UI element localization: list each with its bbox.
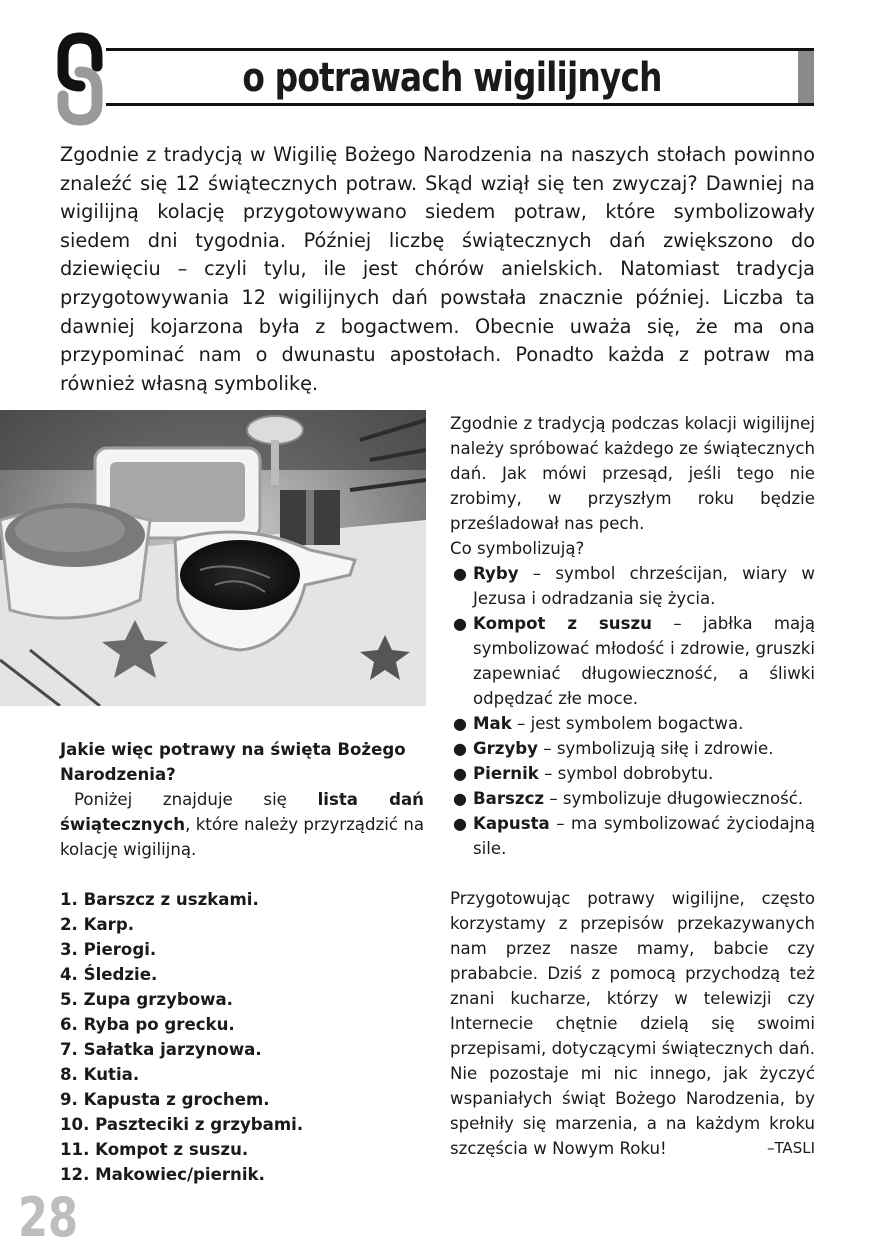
dish-item: 11. Kompot z suszu. <box>60 1140 249 1159</box>
dish-item: 10. Paszteciki z grzybami. <box>60 1115 304 1134</box>
symbols-question: Co symbolizują? <box>450 539 585 558</box>
symbol-item <box>450 561 815 611</box>
right-column <box>450 411 815 1161</box>
symbol-description: – symbolizują siłę i zdrowie. <box>537 739 774 758</box>
dishes-intro-bold: lista dań świątecznych <box>60 790 424 834</box>
dish-item: 2. Karp. <box>60 915 135 934</box>
symbol-item <box>450 736 815 761</box>
title-accent-bar <box>798 51 814 103</box>
symbol-description: – symbol chrześcijan, wiary w Jezusa i odradzania się życia. <box>473 564 815 608</box>
symbol-item <box>450 786 815 811</box>
dish-item: 4. Śledzie. <box>60 965 158 984</box>
bullet-icon: ● <box>453 789 467 808</box>
bullet-icon: ● <box>453 764 467 783</box>
symbol-item <box>450 711 815 736</box>
symbol-description: – symbolizuje długowieczność. <box>544 789 804 808</box>
dish-item: 9. Kapusta z grochem. <box>60 1090 270 1109</box>
dish-item: 6. Ryba po grecku. <box>60 1015 235 1034</box>
symbol-name: Barszcz <box>473 789 545 808</box>
left-column <box>60 737 424 1187</box>
author-signature: –TASLI <box>766 1139 815 1157</box>
symbol-name: Grzyby <box>473 739 538 758</box>
dish-item: 5. Zupa grzybowa. <box>60 990 233 1009</box>
dish-item: 8. Kutia. <box>60 1065 140 1084</box>
christmas-dishes-photo <box>0 410 426 706</box>
chain-link-icon <box>57 32 103 126</box>
dishes-intro-text-end: , które należy przyrządzić na kolację wigilijną. <box>60 815 424 859</box>
title-box <box>106 48 814 106</box>
page-number: 28 <box>18 1186 79 1249</box>
bullet-icon: ● <box>453 739 467 758</box>
symbol-name: Ryby <box>473 564 519 583</box>
dish-item: 7. Sałatka jarzynowa. <box>60 1040 262 1059</box>
symbol-name: Piernik <box>473 764 539 783</box>
dish-item: 3. Pierogi. <box>60 940 157 959</box>
symbol-name: Kapusta <box>473 814 550 833</box>
bullet-icon: ● <box>453 614 467 633</box>
dish-item: 12. Makowiec/piernik. <box>60 1165 265 1184</box>
symbols-list <box>450 561 815 861</box>
symbol-description: – symbol dobrobytu. <box>538 764 714 783</box>
tradition-paragraph: Zgodnie z tradycją podczas kolacji wigilijnej należy spróbować każdego ze świątecznych dań. Jak mówi przesąd, jeśli tego nie zrobimy, w przyszłym roku będzie prześladował nas pech. <box>450 414 815 533</box>
symbol-item <box>450 761 815 786</box>
dishes-intro-text: Poniżej znajduje się <box>74 790 318 809</box>
symbol-description: – ma symbolizować życiodajną sile. <box>473 814 815 858</box>
intro-paragraph: Zgodnie z tradycją w Wigilię Bożego Narodzenia na naszych stołach powinno znaleźć się 12 świątecznych potraw. Skąd wziął się ten zwyczaj? Dawniej na wigilijną kolację przygotowywano siedem potraw, które symbolizowały siedem dni tygodnia. Później liczbę świątecznych dań zwiększono do dziewięciu – czyli tylu, ile jest chórów anielskich. Natomiast tradycja przygotowywania 12 wigilijnych dań powstała znacznie później. Liczba ta dawniej kojarzona była z bogactwem. Obecnie uważa się, że ma ona przypominać nam o dwunastu apostołach. Ponadto każda z potraw ma również własną symbolikę. <box>60 143 815 395</box>
bullet-icon: ● <box>453 814 467 833</box>
bullet-icon: ● <box>453 714 467 733</box>
dishes-intro-paragraph <box>60 787 424 862</box>
dish-list <box>60 887 424 1187</box>
symbol-item <box>450 811 815 861</box>
page-title: o potrawach wigilijnych <box>242 55 662 101</box>
symbol-description: – jabłka mają symbolizować młodość i zdrowie, gruszki zapewniać długowieczność, a śliwki odpędzać złe moce. <box>473 614 816 708</box>
closing-text: Przygotowując potrawy wigilijne, często korzystamy z przepisów przekazywanych nam przez nasze mamy, babcie czy prababcie. Dziś z pomocą przychodzą też znani kucharze, którzy w telewizji czy Internecie chętnie dzielą się swoimi przepisami, dotyczącymi świątecznych dań. Nie pozostaje mi nic innego, jak życzyć wspaniałych świąt Bożego Narodzenia, by spełniły się marzenia, a na każdym kroku szczęścia w Nowym Roku! <box>450 889 815 1158</box>
bullet-icon: ● <box>453 564 467 583</box>
closing-paragraph <box>450 886 815 1161</box>
symbol-item <box>450 611 815 711</box>
symbol-name: Mak <box>473 714 512 733</box>
dishes-heading: Jakie więc potrawy na święta Bożego Narodzenia? <box>60 740 406 784</box>
symbol-name: Kompot z suszu <box>473 614 652 633</box>
dish-item: 1. Barszcz z uszkami. <box>60 890 259 909</box>
symbol-description: – jest symbolem bogactwa. <box>511 714 744 733</box>
